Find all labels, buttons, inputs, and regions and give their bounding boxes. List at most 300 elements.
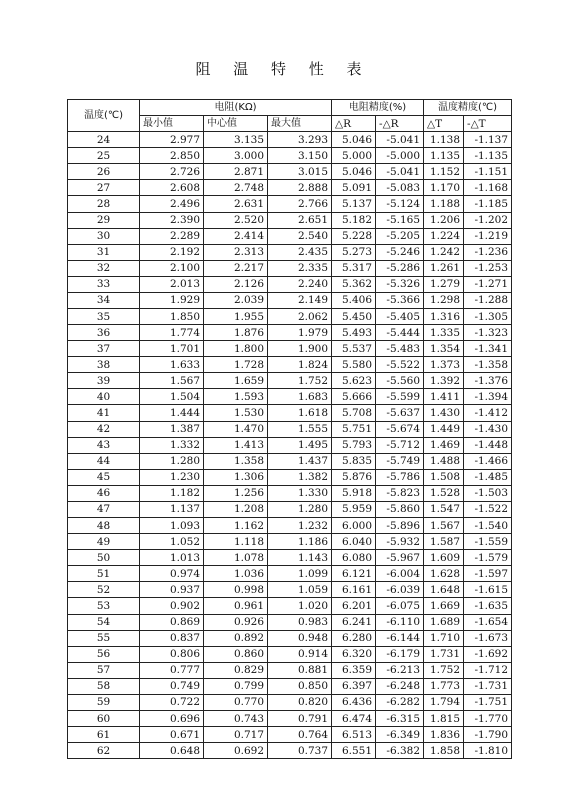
temperature-cell: 38: [68, 357, 140, 373]
plus-delta-r-cell: 5.835: [332, 453, 376, 469]
minus-delta-t-cell: -1.376: [464, 373, 512, 389]
min-resistance-cell: 2.850: [140, 148, 204, 164]
plus-delta-r-cell: 6.436: [332, 694, 376, 710]
table-row: [68, 325, 512, 341]
max-resistance-cell: 1.900: [268, 341, 332, 357]
minus-delta-t-cell: -1.135: [464, 148, 512, 164]
center-resistance-cell: 0.892: [204, 630, 268, 646]
max-resistance-cell: 0.948: [268, 630, 332, 646]
max-resistance-cell: 2.651: [268, 212, 332, 228]
min-resistance-cell: 1.567: [140, 373, 204, 389]
minus-delta-t-cell: -1.485: [464, 469, 512, 485]
plus-delta-t-cell: 1.731: [424, 646, 464, 662]
temperature-cell: 40: [68, 389, 140, 405]
minus-delta-t-cell: -1.503: [464, 485, 512, 501]
temperature-cell: 62: [68, 743, 140, 759]
temperature-cell: 43: [68, 437, 140, 453]
temperature-cell: 49: [68, 534, 140, 550]
table-row: [68, 630, 512, 646]
min-resistance-cell: 1.093: [140, 518, 204, 534]
header-min: 最小值: [140, 116, 204, 132]
minus-delta-r-cell: -6.144: [376, 630, 424, 646]
temperature-cell: 41: [68, 405, 140, 421]
minus-delta-t-cell: -1.615: [464, 582, 512, 598]
plus-delta-r-cell: 5.317: [332, 260, 376, 276]
min-resistance-cell: 1.633: [140, 357, 204, 373]
center-resistance-cell: 0.998: [204, 582, 268, 598]
minus-delta-t-cell: -1.253: [464, 260, 512, 276]
minus-delta-r-cell: -5.444: [376, 325, 424, 341]
plus-delta-r-cell: 5.273: [332, 244, 376, 260]
max-resistance-cell: 1.330: [268, 485, 332, 501]
plus-delta-r-cell: 6.080: [332, 550, 376, 566]
center-resistance-cell: 1.306: [204, 469, 268, 485]
table-row: [68, 710, 512, 726]
plus-delta-t-cell: 1.752: [424, 662, 464, 678]
minus-delta-r-cell: -6.282: [376, 694, 424, 710]
minus-delta-r-cell: -5.041: [376, 132, 424, 148]
minus-delta-t-cell: -1.673: [464, 630, 512, 646]
plus-delta-t-cell: 1.206: [424, 212, 464, 228]
minus-delta-r-cell: -5.637: [376, 405, 424, 421]
temperature-cell: 60: [68, 710, 140, 726]
minus-delta-r-cell: -5.286: [376, 260, 424, 276]
minus-delta-r-cell: -5.674: [376, 421, 424, 437]
minus-delta-r-cell: -5.599: [376, 389, 424, 405]
minus-delta-r-cell: -6.248: [376, 678, 424, 694]
plus-delta-t-cell: 1.689: [424, 614, 464, 630]
max-resistance-cell: 1.186: [268, 534, 332, 550]
center-resistance-cell: 0.770: [204, 694, 268, 710]
plus-delta-t-cell: 1.815: [424, 710, 464, 726]
center-resistance-cell: 2.217: [204, 260, 268, 276]
temperature-cell: 47: [68, 501, 140, 517]
temperature-cell: 51: [68, 566, 140, 582]
min-resistance-cell: 2.608: [140, 180, 204, 196]
temperature-cell: 31: [68, 244, 140, 260]
temperature-cell: 36: [68, 325, 140, 341]
max-resistance-cell: 1.099: [268, 566, 332, 582]
min-resistance-cell: 1.137: [140, 501, 204, 517]
table-row: [68, 276, 512, 292]
plus-delta-r-cell: 6.280: [332, 630, 376, 646]
plus-delta-t-cell: 1.449: [424, 421, 464, 437]
max-resistance-cell: 1.232: [268, 518, 332, 534]
center-resistance-cell: 0.799: [204, 678, 268, 694]
table-row: [68, 550, 512, 566]
max-resistance-cell: 1.059: [268, 582, 332, 598]
table-row: [68, 566, 512, 582]
minus-delta-r-cell: -5.083: [376, 180, 424, 196]
minus-delta-t-cell: -1.151: [464, 164, 512, 180]
temperature-cell: 42: [68, 421, 140, 437]
plus-delta-r-cell: 5.182: [332, 212, 376, 228]
plus-delta-r-cell: 5.537: [332, 341, 376, 357]
minus-delta-r-cell: -6.315: [376, 710, 424, 726]
page-title: 阻 温 特 性 表: [195, 60, 371, 78]
min-resistance-cell: 1.701: [140, 341, 204, 357]
minus-delta-t-cell: -1.770: [464, 710, 512, 726]
minus-delta-r-cell: -5.326: [376, 276, 424, 292]
center-resistance-cell: 1.162: [204, 518, 268, 534]
rt-table: [67, 99, 512, 759]
plus-delta-t-cell: 1.224: [424, 228, 464, 244]
plus-delta-r-cell: 5.046: [332, 132, 376, 148]
plus-delta-t-cell: 1.794: [424, 694, 464, 710]
minus-delta-t-cell: -1.559: [464, 534, 512, 550]
min-resistance-cell: 2.496: [140, 196, 204, 212]
plus-delta-r-cell: 5.793: [332, 437, 376, 453]
center-resistance-cell: 0.961: [204, 598, 268, 614]
plus-delta-t-cell: 1.587: [424, 534, 464, 550]
minus-delta-r-cell: -5.366: [376, 292, 424, 308]
plus-delta-t-cell: 1.567: [424, 518, 464, 534]
temperature-cell: 26: [68, 164, 140, 180]
min-resistance-cell: 0.902: [140, 598, 204, 614]
max-resistance-cell: 1.752: [268, 373, 332, 389]
minus-delta-r-cell: -5.483: [376, 341, 424, 357]
plus-delta-r-cell: 5.046: [332, 164, 376, 180]
center-resistance-cell: 1.208: [204, 501, 268, 517]
plus-delta-r-cell: 5.918: [332, 485, 376, 501]
min-resistance-cell: 1.387: [140, 421, 204, 437]
minus-delta-t-cell: -1.412: [464, 405, 512, 421]
minus-delta-t-cell: -1.341: [464, 341, 512, 357]
minus-delta-r-cell: -5.786: [376, 469, 424, 485]
minus-delta-t-cell: -1.522: [464, 501, 512, 517]
plus-delta-r-cell: 5.493: [332, 325, 376, 341]
max-resistance-cell: 2.240: [268, 276, 332, 292]
min-resistance-cell: 1.182: [140, 485, 204, 501]
table-row: [68, 727, 512, 743]
center-resistance-cell: 1.358: [204, 453, 268, 469]
plus-delta-r-cell: 6.551: [332, 743, 376, 759]
minus-delta-r-cell: -5.165: [376, 212, 424, 228]
minus-delta-t-cell: -1.635: [464, 598, 512, 614]
plus-delta-r-cell: 5.450: [332, 309, 376, 325]
min-resistance-cell: 2.192: [140, 244, 204, 260]
plus-delta-r-cell: 6.397: [332, 678, 376, 694]
plus-delta-r-cell: 5.228: [332, 228, 376, 244]
max-resistance-cell: 2.888: [268, 180, 332, 196]
header-row-main: [68, 100, 512, 116]
min-resistance-cell: 2.977: [140, 132, 204, 148]
center-resistance-cell: 3.135: [204, 132, 268, 148]
minus-delta-t-cell: -1.579: [464, 550, 512, 566]
table-row: [68, 309, 512, 325]
min-resistance-cell: 2.289: [140, 228, 204, 244]
min-resistance-cell: 0.837: [140, 630, 204, 646]
temperature-cell: 52: [68, 582, 140, 598]
min-resistance-cell: 1.013: [140, 550, 204, 566]
table-row: [68, 662, 512, 678]
minus-delta-t-cell: -1.185: [464, 196, 512, 212]
plus-delta-t-cell: 1.335: [424, 325, 464, 341]
max-resistance-cell: 1.618: [268, 405, 332, 421]
minus-delta-r-cell: -5.823: [376, 485, 424, 501]
max-resistance-cell: 1.437: [268, 453, 332, 469]
max-resistance-cell: 0.983: [268, 614, 332, 630]
table-row: [68, 614, 512, 630]
table-row: [68, 453, 512, 469]
center-resistance-cell: 0.743: [204, 710, 268, 726]
plus-delta-t-cell: 1.669: [424, 598, 464, 614]
plus-delta-t-cell: 1.261: [424, 260, 464, 276]
min-resistance-cell: 1.052: [140, 534, 204, 550]
plus-delta-t-cell: 1.411: [424, 389, 464, 405]
center-resistance-cell: 2.313: [204, 244, 268, 260]
minus-delta-t-cell: -1.790: [464, 727, 512, 743]
temperature-cell: 24: [68, 132, 140, 148]
table-row: [68, 164, 512, 180]
plus-delta-r-cell: 6.000: [332, 518, 376, 534]
min-resistance-cell: 0.974: [140, 566, 204, 582]
minus-delta-r-cell: -5.712: [376, 437, 424, 453]
plus-delta-r-cell: 5.623: [332, 373, 376, 389]
plus-delta-t-cell: 1.135: [424, 148, 464, 164]
minus-delta-t-cell: -1.540: [464, 518, 512, 534]
min-resistance-cell: 0.777: [140, 662, 204, 678]
plus-delta-r-cell: 6.474: [332, 710, 376, 726]
plus-delta-t-cell: 1.648: [424, 582, 464, 598]
center-resistance-cell: 1.659: [204, 373, 268, 389]
center-resistance-cell: 1.256: [204, 485, 268, 501]
minus-delta-t-cell: -1.358: [464, 357, 512, 373]
max-resistance-cell: 3.293: [268, 132, 332, 148]
plus-delta-r-cell: 5.362: [332, 276, 376, 292]
center-resistance-cell: 0.692: [204, 743, 268, 759]
minus-delta-r-cell: -5.522: [376, 357, 424, 373]
min-resistance-cell: 2.013: [140, 276, 204, 292]
plus-delta-r-cell: 5.580: [332, 357, 376, 373]
max-resistance-cell: 1.382: [268, 469, 332, 485]
table-row: [68, 196, 512, 212]
table-row: [68, 743, 512, 759]
temperature-cell: 57: [68, 662, 140, 678]
temperature-cell: 61: [68, 727, 140, 743]
temperature-cell: 50: [68, 550, 140, 566]
min-resistance-cell: 2.390: [140, 212, 204, 228]
min-resistance-cell: 1.504: [140, 389, 204, 405]
center-resistance-cell: 2.126: [204, 276, 268, 292]
table-row: [68, 534, 512, 550]
temperature-cell: 33: [68, 276, 140, 292]
minus-delta-t-cell: -1.430: [464, 421, 512, 437]
max-resistance-cell: 0.791: [268, 710, 332, 726]
center-resistance-cell: 2.520: [204, 212, 268, 228]
table-row: [68, 437, 512, 453]
plus-delta-r-cell: 6.241: [332, 614, 376, 630]
min-resistance-cell: 0.696: [140, 710, 204, 726]
max-resistance-cell: 1.979: [268, 325, 332, 341]
minus-delta-t-cell: -1.202: [464, 212, 512, 228]
table-row: [68, 485, 512, 501]
header-max: 最大值: [268, 116, 332, 132]
minus-delta-r-cell: -5.896: [376, 518, 424, 534]
temperature-cell: 25: [68, 148, 140, 164]
minus-delta-r-cell: -5.967: [376, 550, 424, 566]
temperature-cell: 45: [68, 469, 140, 485]
plus-delta-r-cell: 6.040: [332, 534, 376, 550]
minus-delta-t-cell: -1.137: [464, 132, 512, 148]
min-resistance-cell: 0.749: [140, 678, 204, 694]
plus-delta-t-cell: 1.298: [424, 292, 464, 308]
plus-delta-r-cell: 6.161: [332, 582, 376, 598]
table-row: [68, 582, 512, 598]
header-resistance-accuracy: 电阻精度(%): [332, 100, 424, 116]
table-row: [68, 421, 512, 437]
minus-delta-r-cell: -6.179: [376, 646, 424, 662]
max-resistance-cell: 0.820: [268, 694, 332, 710]
plus-delta-t-cell: 1.373: [424, 357, 464, 373]
minus-delta-r-cell: -6.349: [376, 727, 424, 743]
center-resistance-cell: 2.871: [204, 164, 268, 180]
plus-delta-t-cell: 1.138: [424, 132, 464, 148]
min-resistance-cell: 0.671: [140, 727, 204, 743]
minus-delta-t-cell: -1.219: [464, 228, 512, 244]
plus-delta-t-cell: 1.628: [424, 566, 464, 582]
minus-delta-t-cell: -1.597: [464, 566, 512, 582]
header-minus-delta-t: -△T: [464, 116, 512, 132]
min-resistance-cell: 1.929: [140, 292, 204, 308]
minus-delta-r-cell: -5.860: [376, 501, 424, 517]
min-resistance-cell: 1.850: [140, 309, 204, 325]
temperature-cell: 34: [68, 292, 140, 308]
center-resistance-cell: 0.829: [204, 662, 268, 678]
temperature-cell: 48: [68, 518, 140, 534]
table-row: [68, 212, 512, 228]
center-resistance-cell: 2.631: [204, 196, 268, 212]
minus-delta-r-cell: -6.004: [376, 566, 424, 582]
minus-delta-r-cell: -6.110: [376, 614, 424, 630]
min-resistance-cell: 2.100: [140, 260, 204, 276]
minus-delta-t-cell: -1.654: [464, 614, 512, 630]
minus-delta-t-cell: -1.466: [464, 453, 512, 469]
temperature-cell: 44: [68, 453, 140, 469]
min-resistance-cell: 1.230: [140, 469, 204, 485]
minus-delta-t-cell: -1.168: [464, 180, 512, 196]
minus-delta-r-cell: -5.932: [376, 534, 424, 550]
max-resistance-cell: 2.766: [268, 196, 332, 212]
min-resistance-cell: 1.444: [140, 405, 204, 421]
max-resistance-cell: 1.824: [268, 357, 332, 373]
minus-delta-t-cell: -1.271: [464, 276, 512, 292]
max-resistance-cell: 2.149: [268, 292, 332, 308]
center-resistance-cell: 3.000: [204, 148, 268, 164]
min-resistance-cell: 1.774: [140, 325, 204, 341]
minus-delta-t-cell: -1.692: [464, 646, 512, 662]
max-resistance-cell: 0.737: [268, 743, 332, 759]
max-resistance-cell: 0.764: [268, 727, 332, 743]
plus-delta-t-cell: 1.279: [424, 276, 464, 292]
table-row: [68, 389, 512, 405]
plus-delta-t-cell: 1.170: [424, 180, 464, 196]
table-row: [68, 646, 512, 662]
temperature-cell: 59: [68, 694, 140, 710]
header-resistance: 电阻(KΩ): [140, 100, 332, 116]
temperature-cell: 53: [68, 598, 140, 614]
center-resistance-cell: 1.955: [204, 309, 268, 325]
minus-delta-r-cell: -6.039: [376, 582, 424, 598]
table-row: [68, 469, 512, 485]
plus-delta-r-cell: 6.513: [332, 727, 376, 743]
temperature-cell: 58: [68, 678, 140, 694]
minus-delta-r-cell: -5.000: [376, 148, 424, 164]
plus-delta-t-cell: 1.858: [424, 743, 464, 759]
center-resistance-cell: 2.414: [204, 228, 268, 244]
minus-delta-r-cell: -5.246: [376, 244, 424, 260]
minus-delta-t-cell: -1.236: [464, 244, 512, 260]
center-resistance-cell: 1.413: [204, 437, 268, 453]
minus-delta-r-cell: -5.560: [376, 373, 424, 389]
min-resistance-cell: 1.280: [140, 453, 204, 469]
table-row: [68, 694, 512, 710]
max-resistance-cell: 2.540: [268, 228, 332, 244]
plus-delta-t-cell: 1.528: [424, 485, 464, 501]
plus-delta-r-cell: 6.121: [332, 566, 376, 582]
center-resistance-cell: 1.470: [204, 421, 268, 437]
min-resistance-cell: 0.722: [140, 694, 204, 710]
table-row: [68, 598, 512, 614]
temperature-cell: 37: [68, 341, 140, 357]
plus-delta-r-cell: 5.000: [332, 148, 376, 164]
plus-delta-t-cell: 1.836: [424, 727, 464, 743]
minus-delta-r-cell: -5.405: [376, 309, 424, 325]
plus-delta-t-cell: 1.316: [424, 309, 464, 325]
minus-delta-t-cell: -1.448: [464, 437, 512, 453]
header-plus-delta-t: △T: [424, 116, 464, 132]
max-resistance-cell: 1.020: [268, 598, 332, 614]
plus-delta-t-cell: 1.488: [424, 453, 464, 469]
plus-delta-t-cell: 1.188: [424, 196, 464, 212]
center-resistance-cell: 1.800: [204, 341, 268, 357]
table-row: [68, 292, 512, 308]
table-row: [68, 518, 512, 534]
table-row: [68, 501, 512, 517]
plus-delta-r-cell: 6.320: [332, 646, 376, 662]
header-temperature-accuracy: 温度精度(℃): [424, 100, 512, 116]
temperature-cell: 54: [68, 614, 140, 630]
temperature-cell: 28: [68, 196, 140, 212]
minus-delta-t-cell: -1.288: [464, 292, 512, 308]
minus-delta-r-cell: -6.213: [376, 662, 424, 678]
center-resistance-cell: 1.118: [204, 534, 268, 550]
center-resistance-cell: 2.039: [204, 292, 268, 308]
plus-delta-t-cell: 1.430: [424, 405, 464, 421]
center-resistance-cell: 1.530: [204, 405, 268, 421]
header-temperature: 温度(℃): [68, 100, 140, 132]
minus-delta-r-cell: -6.382: [376, 743, 424, 759]
temperature-cell: 55: [68, 630, 140, 646]
plus-delta-t-cell: 1.242: [424, 244, 464, 260]
minus-delta-t-cell: -1.810: [464, 743, 512, 759]
temperature-cell: 30: [68, 228, 140, 244]
temperature-cell: 29: [68, 212, 140, 228]
plus-delta-r-cell: 5.751: [332, 421, 376, 437]
center-resistance-cell: 1.876: [204, 325, 268, 341]
temperature-cell: 32: [68, 260, 140, 276]
plus-delta-t-cell: 1.508: [424, 469, 464, 485]
minus-delta-t-cell: -1.731: [464, 678, 512, 694]
plus-delta-t-cell: 1.152: [424, 164, 464, 180]
center-resistance-cell: 1.078: [204, 550, 268, 566]
center-resistance-cell: 0.717: [204, 727, 268, 743]
max-resistance-cell: 1.555: [268, 421, 332, 437]
max-resistance-cell: 0.850: [268, 678, 332, 694]
min-resistance-cell: 0.806: [140, 646, 204, 662]
table-row: [68, 357, 512, 373]
plus-delta-t-cell: 1.710: [424, 630, 464, 646]
